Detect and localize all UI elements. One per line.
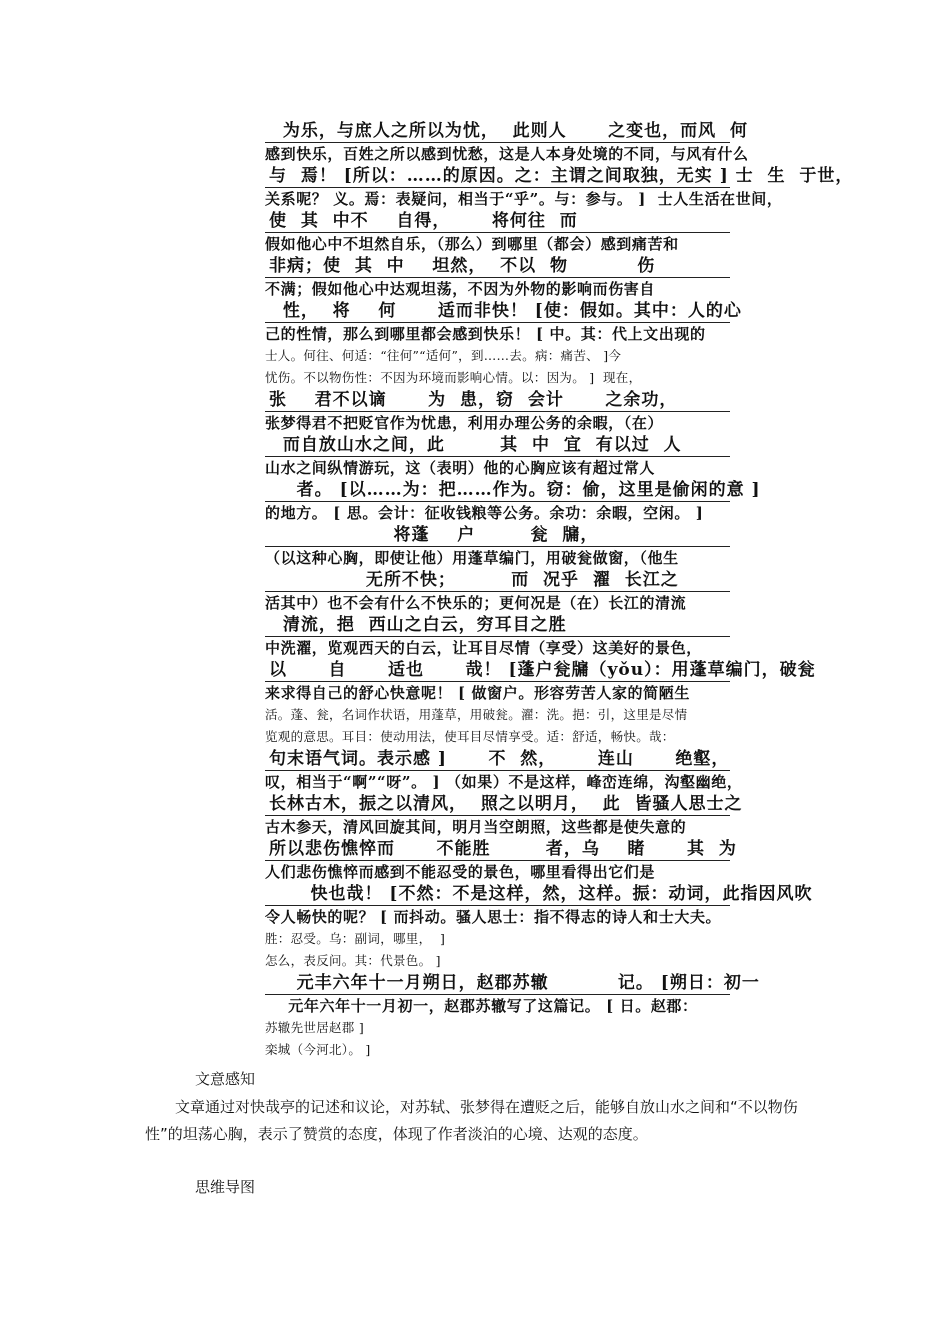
- translation-line: 元年六年十一月初一，赵郡苏辙写了这篇记。 [ 日。赵郡：: [265, 997, 698, 1015]
- note-line: 忧伤。不以物伤性：不因为环境而影响心情。以：因为。 ] 现在，: [265, 370, 642, 385]
- original-line: 无所不快； 而 况乎 濯 长江之: [265, 569, 730, 592]
- note-line: 活。蓬、瓮，名词作状语，用蓬草，用破瓮。濯：洗。挹：引，这里是尽情: [265, 707, 688, 722]
- original-line: 所以悲伤憔悴而 不能胜 者，乌 睹 其 为: [265, 838, 730, 861]
- note-line: 胜：忍受。乌：副词，哪里， ]: [265, 931, 446, 946]
- original-line: 元丰六年十一月朔日，赵郡苏辙 记。 [朔日：初一: [265, 972, 730, 995]
- translation-line: 令人畅快的呢？ [ 而抖动。骚人思士：指不得志的诗人和士大夫。: [265, 908, 722, 926]
- note-line: 栾城（今河北）。 ]: [265, 1042, 371, 1057]
- original-line: 非病；使 其 中 坦然， 不以 物 伤: [265, 255, 730, 278]
- translation-line: 来求得自己的舒心快意呢！ [ 做窗户。形容劳苦人家的简陋生: [265, 684, 690, 702]
- translation-line: 己的性情，那么到哪里都会感到快乐！ [ 中。其：代上文出现的: [265, 325, 706, 343]
- note-line: 士人。何往、何适：“往何”“适何”，到……去。病：痛苦、 ]今: [265, 348, 622, 363]
- translation-line: 古木参天，清风回旋其间，明月当空朗照，这些都是使失意的: [265, 818, 687, 836]
- note-line: 怎么，表反问。其：代景色。 ]: [265, 953, 441, 968]
- original-line: 使 其 中不 自得， 将何往 而: [265, 210, 730, 233]
- original-line: 句末语气词。表示感 ] 不 然， 连山 绝壑，: [265, 748, 730, 771]
- translation-line: 中洗濯，览观西天的白云，让耳目尽情（享受）这美好的景色，: [265, 639, 702, 657]
- translation-line: （以这种心胸，即使让他）用蓬草编门，用破瓮做窗，（他生: [265, 549, 679, 567]
- section-body-meaning: 文章通过对快哉亭的记述和议论，对苏轼、张梦得在遭贬之后，能够自放山水之间和“不以物伤性”的坦荡心胸，表示了赞赏的态度，体现了作者淡泊的心境、达观的态度。: [145, 1098, 798, 1143]
- translation-line: 感到快乐，百姓之所以感到忧愁，这是人本身处境的不同，与风有什么: [265, 145, 749, 163]
- original-line: 长林古木，振之以清风， 照之以明月， 此 皆骚人思士之: [265, 793, 730, 816]
- original-line: 与 焉！ [所以：……的原因。之：主谓之间取独，无实 ] 士 生 于世，: [265, 165, 730, 188]
- translation-line: 假如他心中不坦然自乐，（那么）到哪里（都会）感到痛苦和: [265, 235, 679, 253]
- translation-line: 关系呢？ 义。焉：表疑问，相当于“乎”。与：参与。 ] 士人生活在世间，: [265, 190, 783, 208]
- translation-line: 张梦得君不把贬官作为忧患，利用办理公务的余暇，（在）: [265, 414, 664, 432]
- translation-line: 的地方。 [ 思。会计：征收钱粮等公务。余功：余暇，空闲。 ]: [265, 504, 704, 522]
- original-line: 而自放山水之间，此 其 中 宜 有以过 人: [265, 434, 730, 457]
- annotated-text: [265, 120, 854, 1061]
- original-line: 快也哉！ [不然：不是这样，然，这样。振：动词，此指因风吹: [265, 883, 730, 906]
- original-line: 者。 [以……为：把……作为。窃：偷，这里是偷闲的意 ]: [265, 479, 730, 502]
- original-line: 将蓬 户 瓮 牖，: [265, 524, 730, 547]
- section-title-meaning: 文意感知: [195, 1070, 256, 1088]
- original-line: 为乐，与庶人之所以为忧， 此则人 之变也，而风 何: [265, 120, 730, 143]
- note-line: 览观的意思。耳目：使动用法，使耳目尽情享受。适：舒适，畅快。哉：: [265, 729, 675, 744]
- note-line: 苏辙先世居赵郡 ]: [265, 1020, 365, 1035]
- original-line: 张 君不以谪 为 患，窃 会计 之余功，: [265, 389, 730, 412]
- original-line: 以 自 适也 哉！ [蓬户瓮牖（yǒu）：用蓬草编门，破瓮: [265, 659, 730, 682]
- translation-line: 人们悲伤憔悴而感到不能忍受的景色，哪里看得出它们是: [265, 863, 656, 881]
- translation-line: 叹，相当于“啊”“呀”。 ] （如果）不是这样，峰峦连绵，沟壑幽绝，: [265, 773, 743, 791]
- translation-line: 活其中）也不会有什么不快乐的；更何况是（在）长江的清流: [265, 594, 687, 612]
- translation-line: 不满；假如他心中达观坦荡，不因为外物的影响而伤害自: [265, 280, 656, 298]
- original-line: 性， 将 何 适而非快！ [使：假如。其中：人的心: [265, 300, 730, 323]
- section-title-mindmap: 思维导图: [195, 1178, 256, 1196]
- original-line: 清流，挹 西山之白云，穷耳目之胜: [265, 614, 730, 637]
- translation-line: 山水之间纵情游玩，这（表明）他的心胸应该有超过常人: [265, 459, 656, 477]
